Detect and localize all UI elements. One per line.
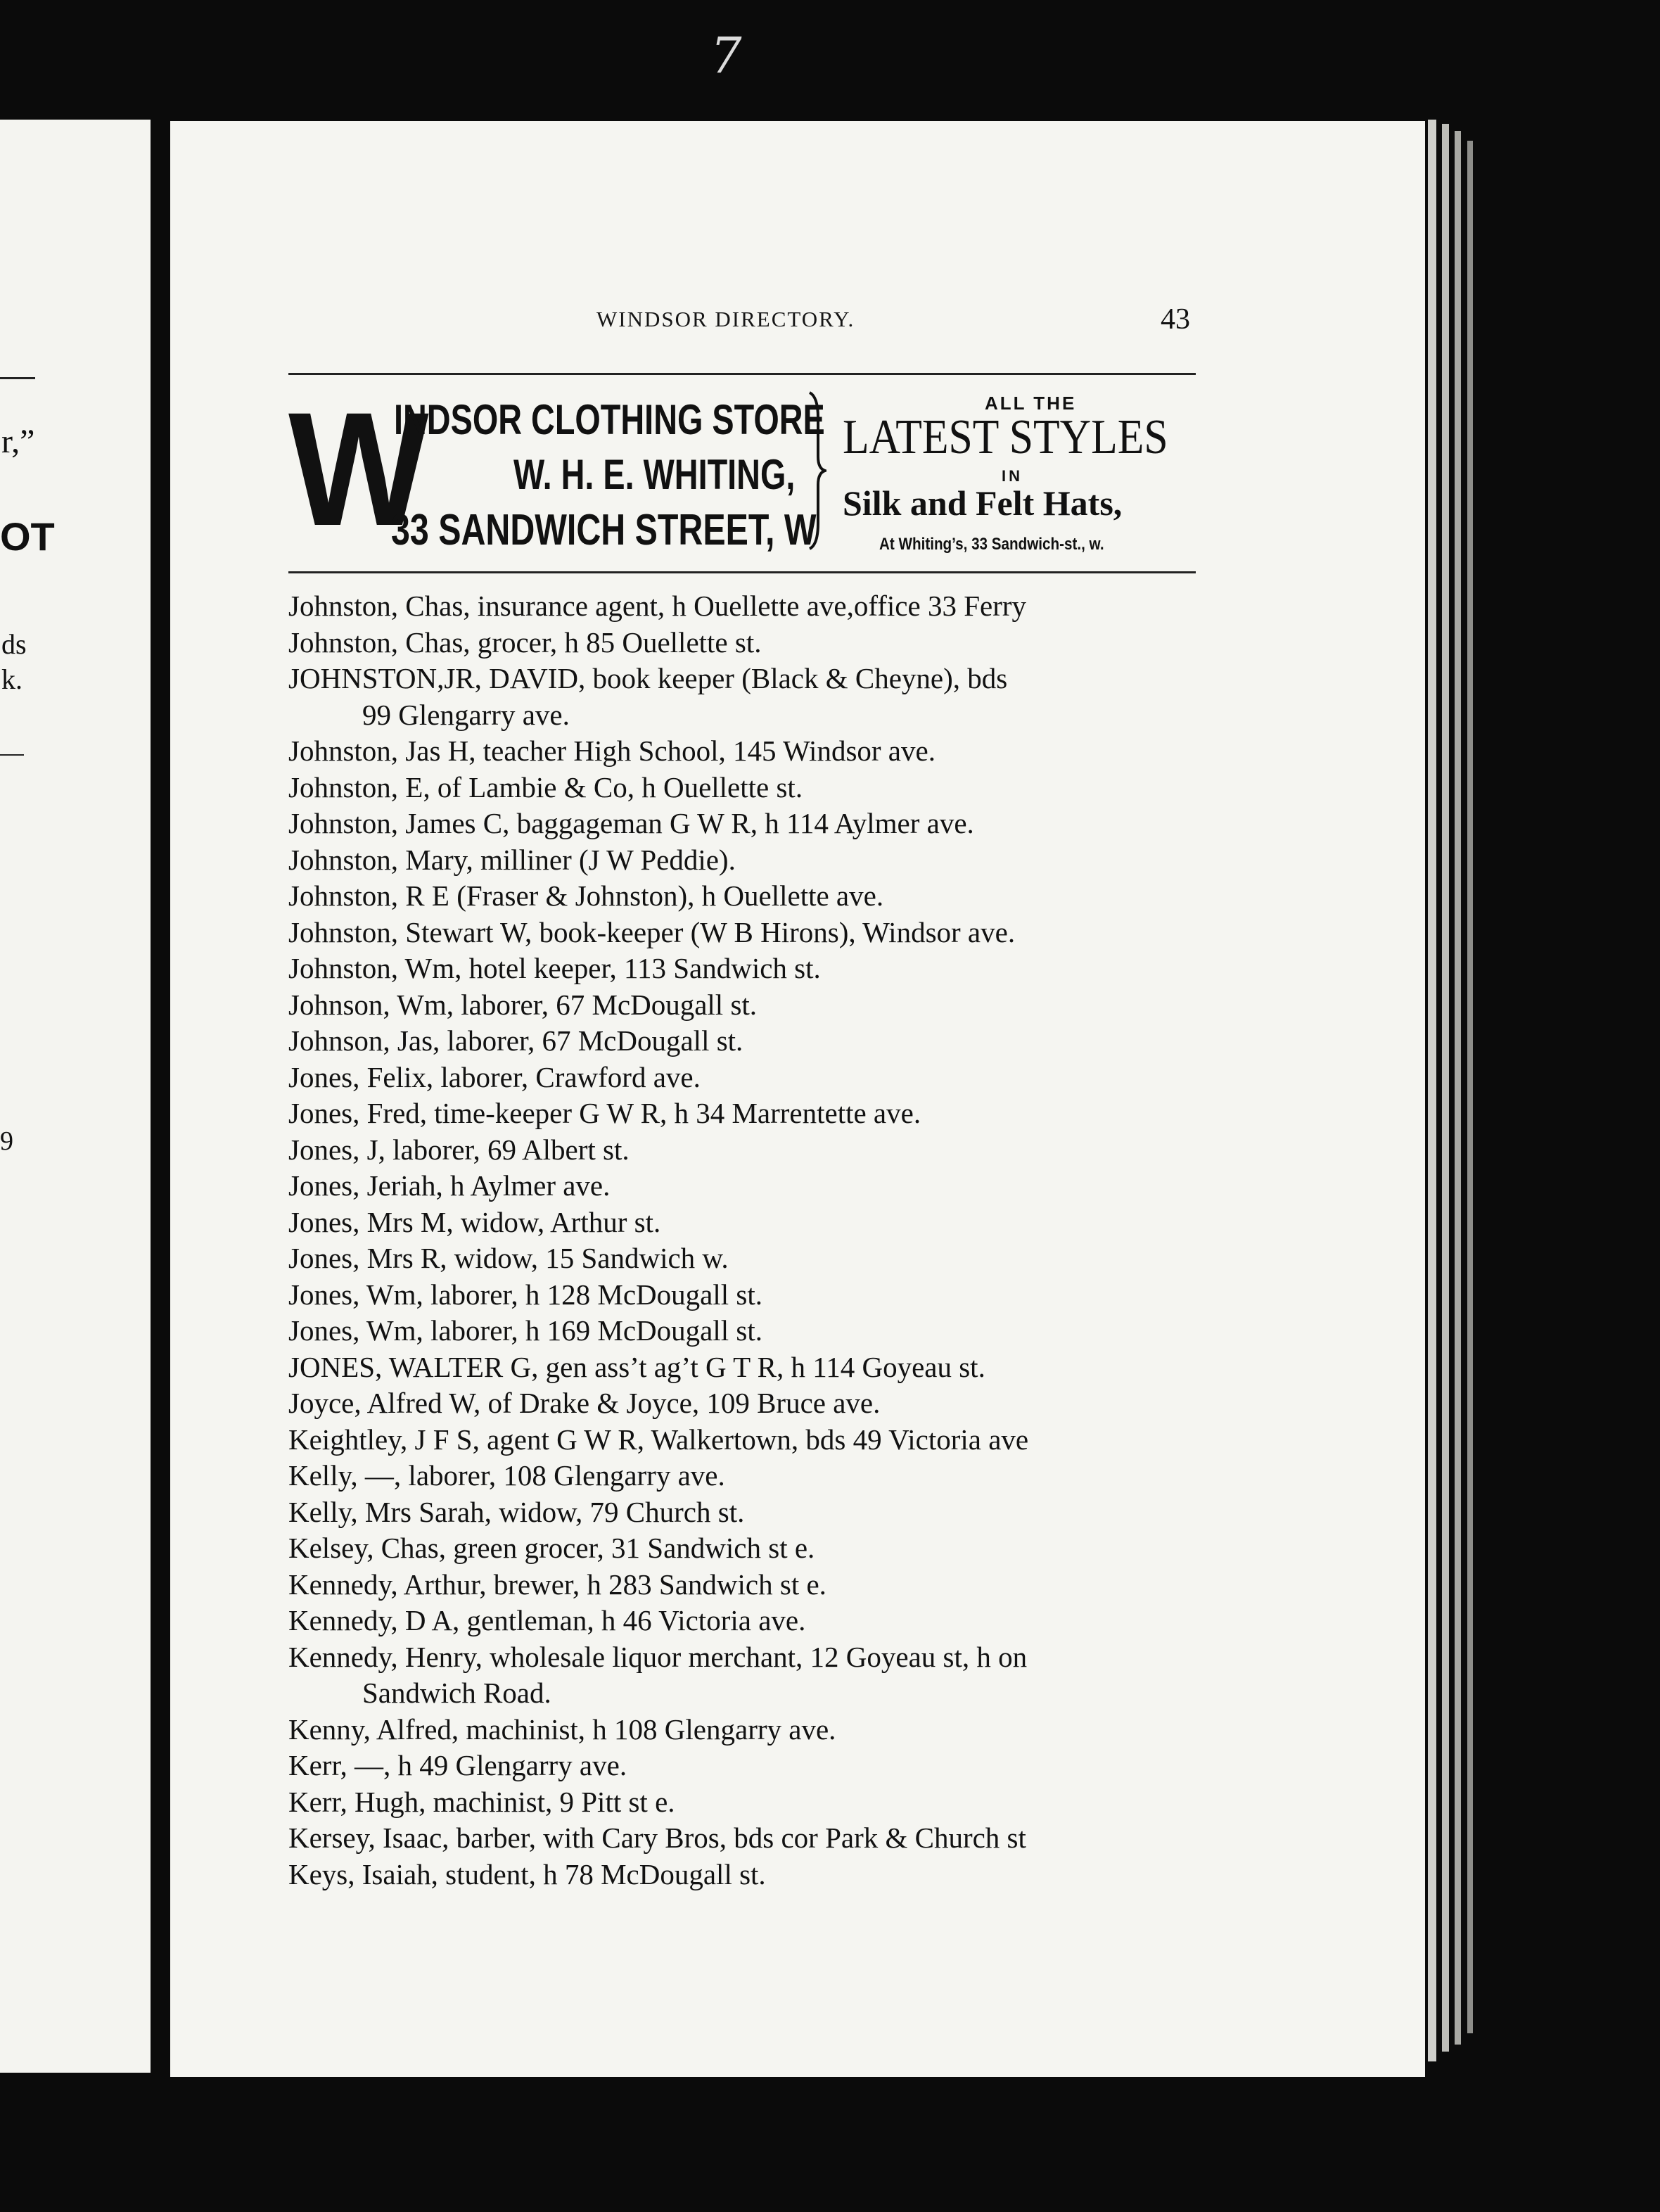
directory-entry: Johnston, Chas, insurance agent, h Ouellette ave,office 33 Ferry xyxy=(288,590,1027,622)
handwritten-page-mark: 7 xyxy=(710,27,742,84)
directory-entry: Keightley, J F S, agent G W R, Walkertown, bds 49 Victoria ave xyxy=(288,1423,1029,1456)
left-facing-page xyxy=(0,120,151,2073)
page-edge xyxy=(1442,124,1449,2052)
directory-entry: Jones, Felix, laborer, Crawford ave. xyxy=(288,1060,701,1093)
directory-entry: Kersey, Isaac, barber, with Cary Bros, bds cor Park & Church st xyxy=(288,1822,1026,1854)
running-title: WINDSOR DIRECTORY. xyxy=(596,307,855,331)
directory-entry: Joyce, Alfred W, of Drake & Joyce, 109 Bruce ave. xyxy=(288,1387,881,1419)
directory-entry: Johnston, Chas, grocer, h 85 Ouellette st. xyxy=(288,625,762,659)
directory-entry-continuation: 99 Glengarry ave. xyxy=(362,698,570,731)
directory-entry: JONES, WALTER G, gen ass’t ag’t G T R, h 114 Goyeau st. xyxy=(288,1350,985,1383)
left-page-fragment: 9 xyxy=(0,1126,13,1156)
directory-entry: Johnston, R E (Fraser & Johnston), h Ouellette ave. xyxy=(288,879,884,912)
ad-address: 33 SANDWICH STREET, W xyxy=(391,506,817,554)
directory-entry: Keys, Isaiah, student, h 78 McDougall st. xyxy=(288,1857,766,1890)
left-page-fragment: k. xyxy=(1,663,23,695)
directory-entry: Kennedy, Arthur, brewer, h 283 Sandwich st e. xyxy=(288,1568,826,1601)
ad-proprietor: W. H. E. WHITING, xyxy=(513,451,796,498)
left-page-fragment: r,” xyxy=(1,423,35,460)
left-page-rule xyxy=(0,754,24,756)
ad-top-rule xyxy=(288,373,1196,375)
directory-entry: Jones, Mrs R, widow, 15 Sandwich w. xyxy=(288,1242,729,1274)
directory-entry: Kennedy, Henry, wholesale liquor merchant, 12 Goyeau st, h on xyxy=(288,1640,1028,1673)
directory-entry: Johnston, Mary, milliner (J W Peddie). xyxy=(288,843,736,876)
directory-entry: Jones, Wm, laborer, h 128 McDougall st. xyxy=(288,1278,762,1311)
directory-listings xyxy=(288,588,1210,1893)
directory-entry: Johnston, James C, baggageman G W R, h 114 Aylmer ave. xyxy=(288,807,974,839)
left-page-rule xyxy=(0,377,35,379)
directory-entry: Jones, J, laborer, 69 Albert st. xyxy=(288,1133,630,1166)
page-number: 43 xyxy=(1161,303,1190,336)
ad-small-address: At Whiting’s, 33 Sandwich-st., w. xyxy=(879,535,1104,554)
directory-entry: Jones, Mrs M, widow, Arthur st. xyxy=(288,1205,661,1238)
directory-entry: Johnston, E, of Lambie & Co, h Ouellette st. xyxy=(288,770,803,803)
left-page-fragment: ds xyxy=(1,628,27,660)
directory-entry: Kelly, —, laborer, 108 Glengarry ave. xyxy=(288,1459,725,1492)
ad-brace-icon xyxy=(807,390,826,552)
directory-entry: Jones, Fred, time-keeper G W R, h 34 Marrentette ave. xyxy=(288,1097,921,1129)
ad-in: IN xyxy=(1002,467,1023,485)
page-edge xyxy=(1428,120,1436,2061)
directory-entry: JOHNSTON,JR, DAVID, book keeper (Black & Cheyne), bds xyxy=(288,662,1008,694)
ad-all-the: ALL THE xyxy=(985,393,1077,414)
directory-entry: Johnston, Wm, hotel keeper, 113 Sandwich st. xyxy=(288,952,821,984)
directory-entry: Jones, Wm, laborer, h 169 McDougall st. xyxy=(288,1314,762,1347)
ad-hats: Silk and Felt Hats, xyxy=(843,483,1123,523)
ad-store-name: INDSOR CLOTHING STORE xyxy=(394,396,825,443)
directory-entry: Kennedy, D A, gentleman, h 46 Victoria ave. xyxy=(288,1604,806,1636)
directory-entry: Kerr, —, h 49 Glengarry ave. xyxy=(288,1749,627,1781)
directory-entry: Johnston, Stewart W, book-keeper (W B Hirons), Windsor ave. xyxy=(288,915,1016,948)
directory-entry: Kelsey, Chas, green grocer, 31 Sandwich st e. xyxy=(288,1532,815,1564)
directory-entry: Johnston, Jas H, teacher High School, 145 Windsor ave. xyxy=(288,735,936,767)
ad-bottom-rule xyxy=(288,571,1196,573)
page-edge xyxy=(1455,131,1461,2045)
ad-initial-letter: W xyxy=(288,379,429,559)
directory-entry: Kerr, Hugh, machinist, 9 Pitt st e. xyxy=(288,1785,675,1818)
directory-entry: Kelly, Mrs Sarah, widow, 79 Church st. xyxy=(288,1495,745,1528)
directory-entry-continuation: Sandwich Road. xyxy=(362,1677,551,1709)
directory-entry: Johnson, Jas, laborer, 67 McDougall st. xyxy=(288,1024,743,1057)
left-page-fragment: OT xyxy=(0,514,55,559)
page-edge xyxy=(1467,141,1473,2033)
directory-entry: Johnson, Wm, laborer, 67 McDougall st. xyxy=(288,988,758,1021)
ad-latest-styles: LATEST STYLES xyxy=(843,410,1168,464)
directory-entry: Kenny, Alfred, machinist, h 108 Glengarry ave. xyxy=(288,1712,836,1746)
clothing-store-advertisement xyxy=(288,376,1196,568)
directory-entry: Jones, Jeriah, h Aylmer ave. xyxy=(288,1169,611,1202)
